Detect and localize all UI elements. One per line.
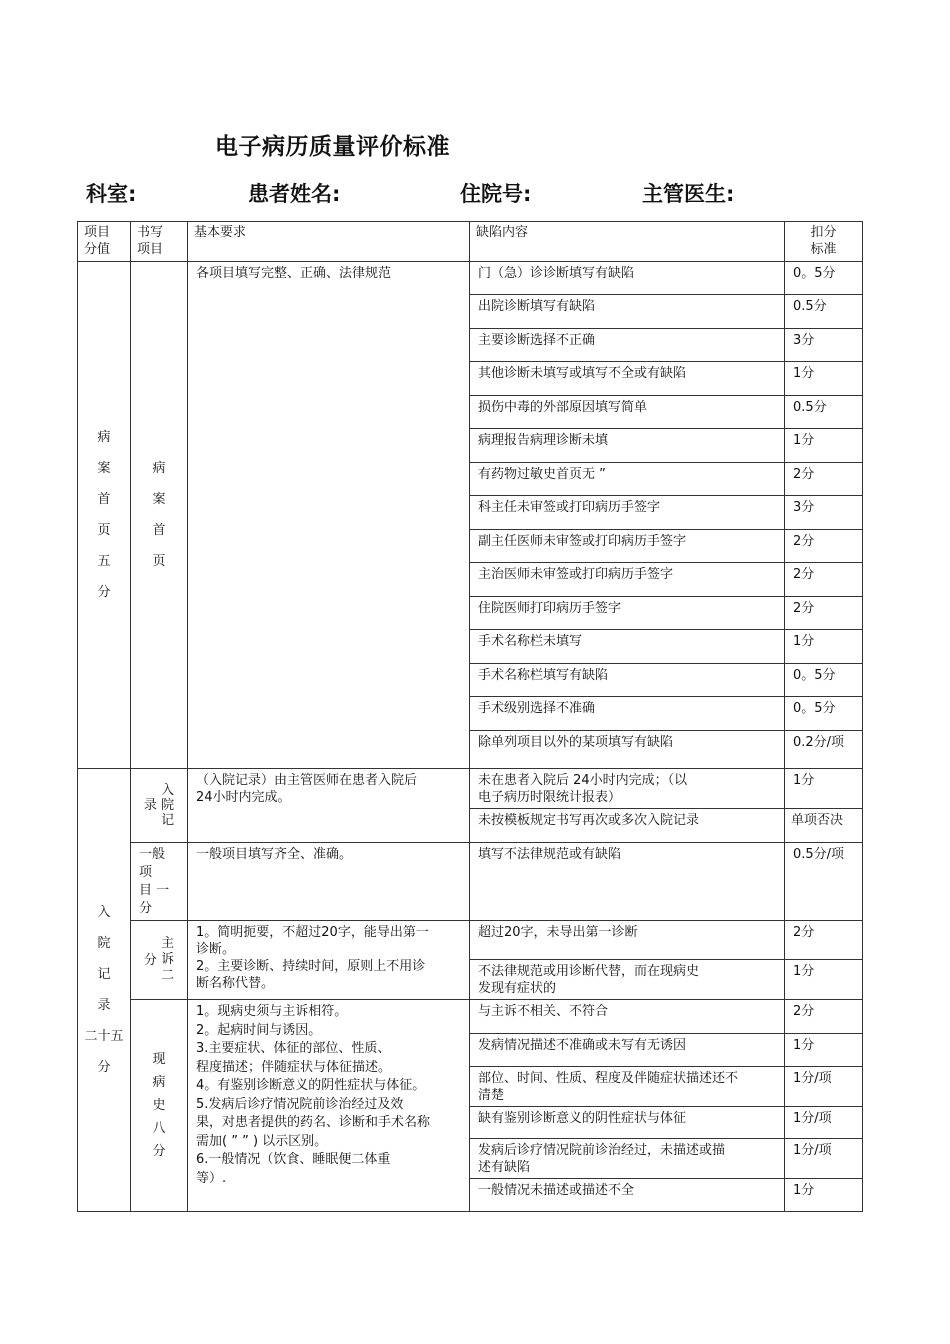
defect-cell: 缺有鉴别诊断意义的阴性症状与体征 <box>470 1107 785 1139</box>
dept-label: 科室: <box>86 182 137 206</box>
score-cell: 0.2分/项 <box>785 731 863 769</box>
header-item-score: 项目 分值 <box>78 222 131 262</box>
score-cell: 0。5分 <box>785 697 863 731</box>
score-cell: 1分 <box>785 362 863 396</box>
defect-cell: 发病后诊疗情况院前诊治经过，未描述或描 述有缺陷 <box>470 1139 785 1179</box>
header-deduction: 扣分 标准 <box>785 222 863 262</box>
score-cell: 1分 <box>785 1034 863 1067</box>
doctor-label: 主管医生: <box>642 182 735 206</box>
defect-cell: 发病情况描述不准确或未写有无诱因 <box>470 1034 785 1067</box>
table-row <box>78 921 863 960</box>
score-cell: 1分 <box>785 769 863 809</box>
header-row <box>78 222 863 262</box>
header-requirement: 基本要求 <box>188 222 470 262</box>
header-defect: 缺陷内容 <box>470 222 785 262</box>
score-cell: 0.5分 <box>785 396 863 429</box>
admission-requirement-cell: （入院记录）由主管医师在患者入院后 24小时内完成。 <box>188 769 470 843</box>
defect-cell: 填写不法律规范或有缺陷 <box>470 843 785 921</box>
score-cell: 1分 <box>785 1179 863 1212</box>
defect-cell: 手术级别选择不准确 <box>470 697 785 731</box>
section-sub-cell: 病 案 首 页 <box>131 262 188 769</box>
score-cell: 2分 <box>785 563 863 597</box>
general-requirement-cell: 一般项目填写齐全、准确。 <box>188 843 470 921</box>
defect-cell: 出院诊断填写有缺陷 <box>470 295 785 329</box>
defect-cell: 主要诊断选择不正确 <box>470 329 785 362</box>
table-row <box>78 1000 863 1034</box>
defect-cell: 不法律规范或用诊断代替，而在现病史 发现有症状的 <box>470 960 785 1000</box>
defect-cell: 手术名称栏未填写 <box>470 630 785 664</box>
score-cell: 1分/项 <box>785 1067 863 1107</box>
score-cell: 2分 <box>785 530 863 563</box>
defect-cell: 超过20字，未导出第一诊断 <box>470 921 785 960</box>
defect-cell: 未按模板规定书写再次或多次入院记录 <box>470 809 785 843</box>
defect-cell: 副主任医师未审签或打印病历手签字 <box>470 530 785 563</box>
score-cell: 2分 <box>785 463 863 496</box>
score-cell: 2分 <box>785 921 863 960</box>
requirement-cell: 各项目填写完整、正确、法律规范 <box>188 262 470 769</box>
score-cell: 1分 <box>785 960 863 1000</box>
admission-no-label: 住院号: <box>460 182 532 206</box>
defect-cell: 部位、时间、性质、程度及伴随症状描述还不 清楚 <box>470 1067 785 1107</box>
score-cell: 单项否决 <box>785 809 863 843</box>
defect-cell: 住院医师打印病历手签字 <box>470 597 785 630</box>
score-cell: 0。5分 <box>785 262 863 295</box>
admission-sub-cell: 录 入 院 记 <box>131 769 188 843</box>
score-cell: 0.5分 <box>785 295 863 329</box>
defect-cell: 损伤中毒的外部原因填写简单 <box>470 396 785 429</box>
defect-cell: 未在患者入院后 24小时内完成；（以 电子病历时限统计报表） <box>470 769 785 809</box>
score-cell: 1分 <box>785 630 863 664</box>
defect-cell: 门（急）诊诊断填写有缺陷 <box>470 262 785 295</box>
complaint-requirement-cell: 1。简明扼要，不超过20字，能导出第一 诊断。 2。主要诊断、持续时间，原则上不用诊 断名称代替。 <box>188 921 470 1000</box>
evaluation-table <box>77 221 863 1212</box>
defect-cell: 手术名称栏填写有缺陷 <box>470 664 785 697</box>
score-cell: 0.5分/项 <box>785 843 863 921</box>
defect-cell: 主治医师未审签或打印病历手签字 <box>470 563 785 597</box>
score-cell: 2分 <box>785 597 863 630</box>
table-row <box>78 843 863 921</box>
defect-cell: 其他诊断未填写或填写不全或有缺陷 <box>470 362 785 396</box>
section-item-cell: 病 案 首 页 五 分 <box>78 262 131 769</box>
header-writing-item: 书写 项目 <box>131 222 188 262</box>
score-cell: 2分 <box>785 1000 863 1034</box>
score-cell: 0。5分 <box>785 664 863 697</box>
general-sub-cell: 一般 项 目 一 分 <box>131 843 188 921</box>
defect-cell: 有药物过敏史首页无 ” <box>470 463 785 496</box>
score-cell: 3分 <box>785 329 863 362</box>
present-requirement-cell: 1。现病史须与主诉相符。 2。起病时间与诱因。 3.主要症状、体征的部位、性质、 程度描述；伴随症状与体征描述。 4。有鉴别诊断意义的阴性症状与体征。 5.发病后诊疗情况院前诊治经过及效 果，对患者提供的药名、诊断和手术名称 需加( ” ” ) 以示区别。 6.一般情况（饮食、睡眠便二体重 等）. <box>188 1000 470 1212</box>
complaint-sub-cell: 分 主 诉 二 <box>131 921 188 1000</box>
table-row <box>78 262 863 295</box>
defect-cell: 一般情况未描述或描述不全 <box>470 1179 785 1212</box>
score-cell: 1分/项 <box>785 1107 863 1139</box>
page-title: 电子病历质量评价标准 <box>215 134 450 160</box>
score-cell: 3分 <box>785 496 863 530</box>
patient-label: 患者姓名: <box>248 182 341 206</box>
defect-cell: 科主任未审签或打印病历手签字 <box>470 496 785 530</box>
section-item-cell: 入 院 记 录 二十五 分 <box>78 769 131 1212</box>
defect-cell: 病理报告病理诊断未填 <box>470 429 785 463</box>
score-cell: 1分 <box>785 429 863 463</box>
defect-cell: 除单列项目以外的某项填写有缺陷 <box>470 731 785 769</box>
score-cell: 1分/项 <box>785 1139 863 1179</box>
defect-cell: 与主诉不相关、不符合 <box>470 1000 785 1034</box>
table-row <box>78 769 863 809</box>
present-sub-cell: 现 病 史 八 分 <box>131 1000 188 1212</box>
